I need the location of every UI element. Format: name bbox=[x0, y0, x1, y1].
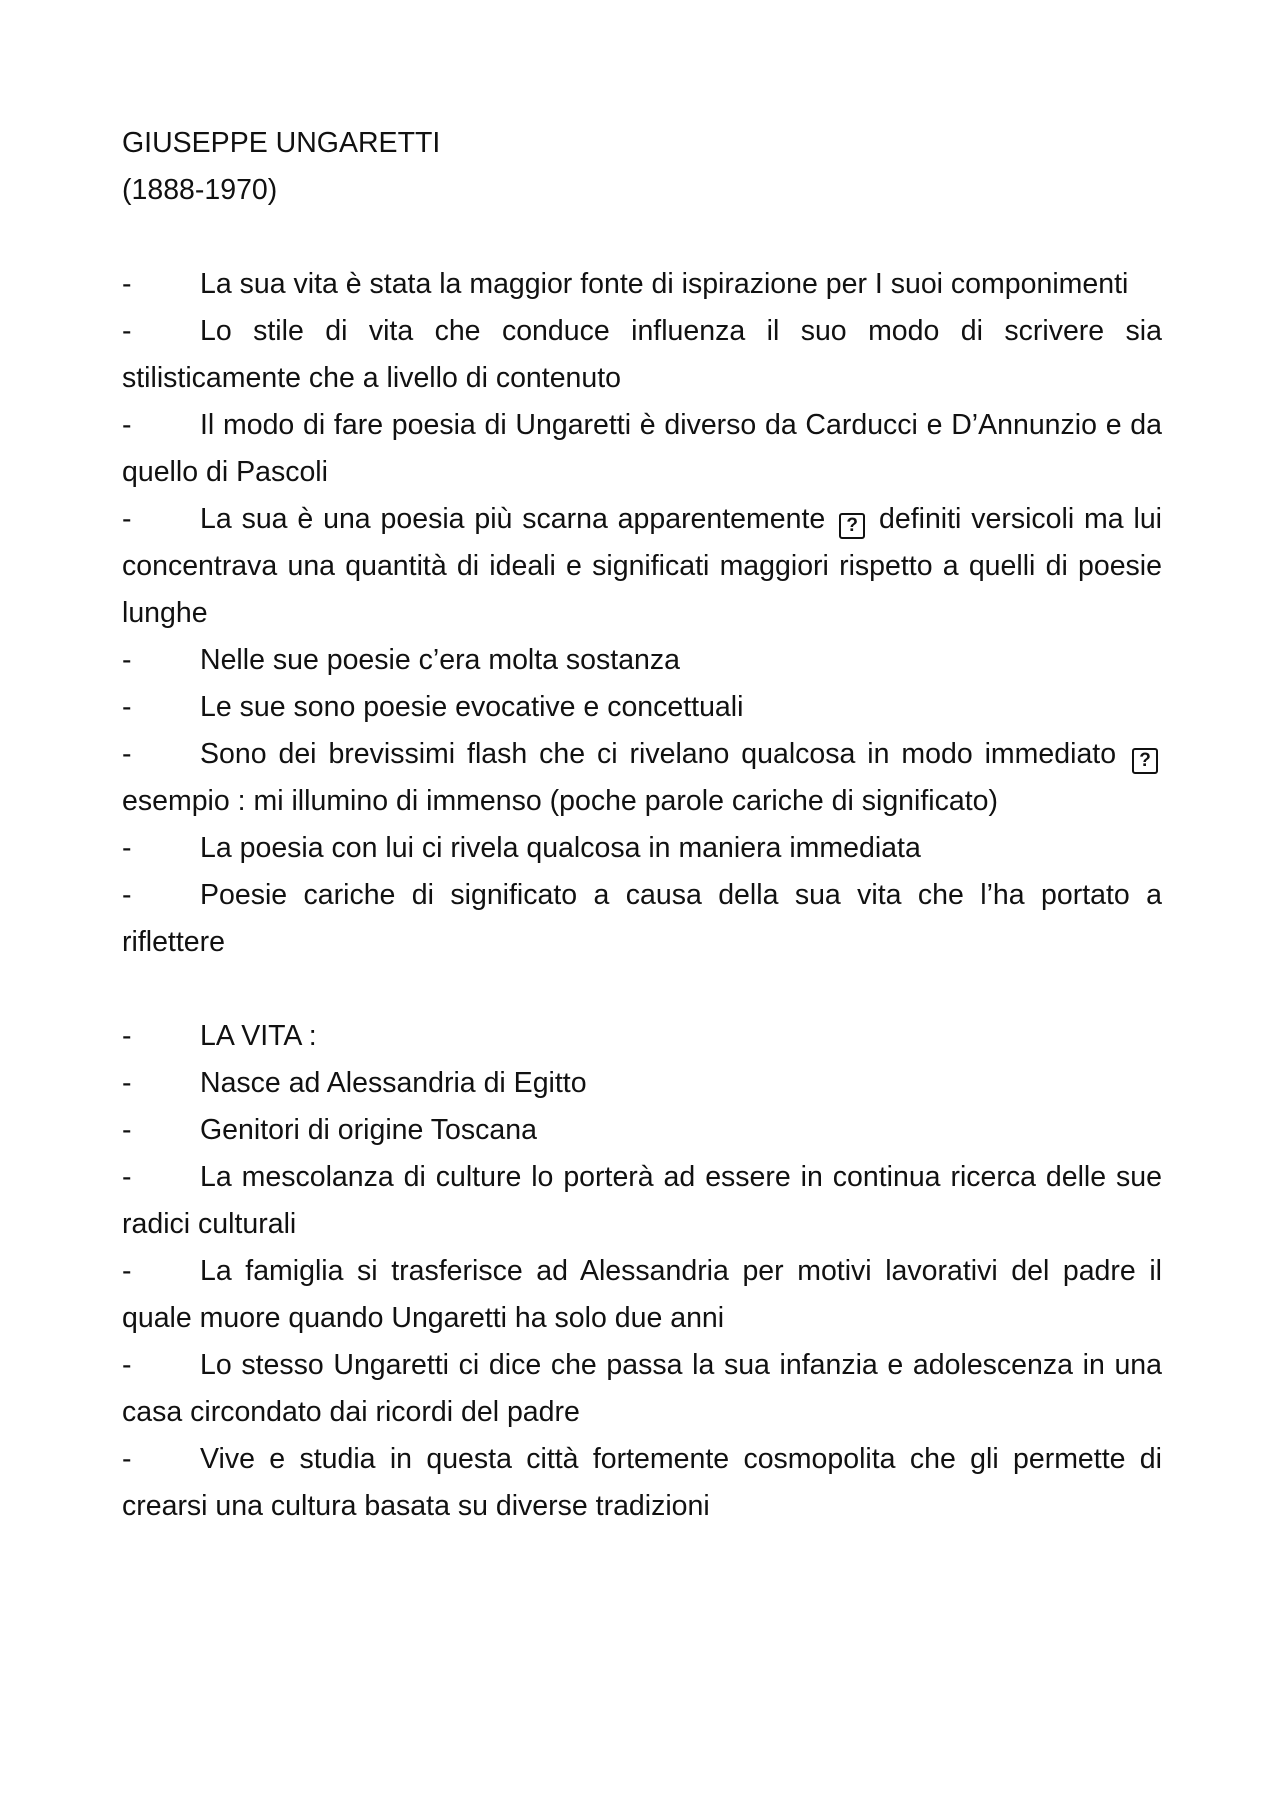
list-item-text: Poesie cariche di significato a causa della sua vita che l’ha portato a riflettere bbox=[122, 879, 1162, 958]
dash-bullet: - bbox=[122, 1020, 132, 1052]
list-item-text: Lo stesso Ungaretti ci dice che passa la sua infanzia e adolescenza in una casa circondato dai ricordi del padre bbox=[122, 1349, 1162, 1428]
list-item-text: La famiglia si trasferisce ad Alessandria per motivi lavorativi del padre il quale muore quando Ungaretti ha solo due anni bbox=[122, 1255, 1162, 1334]
list-item bbox=[122, 684, 1162, 731]
list-item-text: La poesia con lui ci rivela qualcosa in maniera immediata bbox=[200, 832, 921, 864]
list-item bbox=[122, 1436, 1162, 1530]
list-item-text: Nelle sue poesie c’era molta sostanza bbox=[200, 644, 681, 676]
dash-bullet: - bbox=[122, 1349, 132, 1381]
vita-list bbox=[122, 1013, 1162, 1530]
list-item bbox=[122, 496, 1162, 637]
list-item-text: Le sue sono poesie evocative e concettuali bbox=[200, 691, 744, 723]
dash-bullet: - bbox=[122, 1161, 132, 1193]
list-item bbox=[122, 637, 1162, 684]
list-item-text: Lo stile di vita che conduce influenza il suo modo di scrivere sia stilisticamente che a livello di contenuto bbox=[122, 315, 1162, 394]
spacer bbox=[122, 966, 1162, 1013]
list-item-text: La sua vita è stata la maggior fonte di ispirazione per I suoi componimenti bbox=[200, 268, 1129, 300]
missing-glyph-icon: ? bbox=[1132, 748, 1158, 774]
list-item-text: Nasce ad Alessandria di Egitto bbox=[200, 1067, 587, 1099]
intro-list bbox=[122, 261, 1162, 966]
dash-bullet: - bbox=[122, 1114, 132, 1146]
list-item bbox=[122, 261, 1162, 308]
dash-bullet: - bbox=[122, 315, 132, 347]
list-item-text: Sono dei brevissimi flash che ci rivelano qualcosa in modo immediato bbox=[200, 738, 1117, 770]
list-item-text: definiti versicoli ma lui concentrava una quantità di ideali e significati maggiori rispetto a quelli di poesie lunghe bbox=[122, 503, 1163, 629]
list-item-text: La mescolanza di culture lo porterà ad essere in continua ricerca delle sue radici culturali bbox=[122, 1161, 1162, 1240]
section-heading bbox=[122, 1013, 1162, 1060]
list-item-text: Vive e studia in questa città fortemente cosmopolita che gli permette di crearsi una cultura basata su diverse tradizioni bbox=[122, 1443, 1162, 1522]
dash-bullet: - bbox=[122, 268, 132, 300]
list-item bbox=[122, 1060, 1162, 1107]
list-item bbox=[122, 1154, 1162, 1248]
list-item-text: Genitori di origine Toscana bbox=[200, 1114, 537, 1146]
missing-glyph-icon: ? bbox=[839, 513, 865, 539]
list-item-text: LA VITA : bbox=[200, 1020, 317, 1052]
list-item bbox=[122, 1107, 1162, 1154]
list-item-text: La sua è una poesia più scarna apparentemente bbox=[200, 503, 826, 535]
document-page bbox=[122, 120, 1162, 1530]
list-item bbox=[122, 1248, 1162, 1342]
list-item bbox=[122, 402, 1162, 496]
list-item bbox=[122, 308, 1162, 402]
list-item-text: Il modo di fare poesia di Ungaretti è diverso da Carducci e D’Annunzio e da quello di Pascoli bbox=[122, 409, 1162, 488]
dash-bullet: - bbox=[122, 738, 132, 770]
list-item bbox=[122, 825, 1162, 872]
dash-bullet: - bbox=[122, 832, 132, 864]
dash-bullet: - bbox=[122, 691, 132, 723]
list-item bbox=[122, 731, 1162, 825]
dash-bullet: - bbox=[122, 503, 132, 535]
spacer bbox=[122, 214, 1162, 261]
dash-bullet: - bbox=[122, 1255, 132, 1287]
dash-bullet: - bbox=[122, 1443, 132, 1475]
dash-bullet: - bbox=[122, 879, 132, 911]
list-item-text: esempio : mi illumino di immenso (poche parole cariche di significato) bbox=[122, 785, 998, 817]
document-dates: (1888-1970) bbox=[122, 174, 278, 206]
dash-bullet: - bbox=[122, 1067, 132, 1099]
dash-bullet: - bbox=[122, 409, 132, 441]
document-title: GIUSEPPE UNGARETTI bbox=[122, 127, 441, 159]
list-item bbox=[122, 1342, 1162, 1436]
dash-bullet: - bbox=[122, 644, 132, 676]
list-item bbox=[122, 872, 1162, 966]
